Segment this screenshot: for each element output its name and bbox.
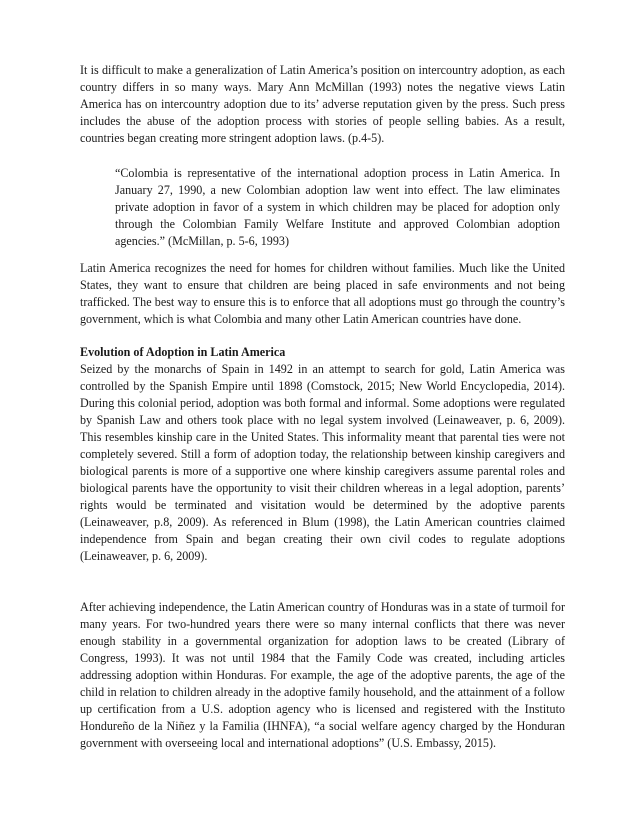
latin-america-paragraph: Latin America recognizes the need for homes for children without families. Much like the United States, they want to ensure that children are being placed in safe environments and not being trafficked. The best way to ensure this is to enforce that all adoptions must go through the country’s government, which is what Colombia and many other Latin American countries have done. [80,261,565,326]
section-heading: Evolution of Adoption in Latin America [80,345,286,359]
evolution-paragraph: Seized by the monarchs of Spain in 1492 in an attempt to search for gold, Latin America was controlled by the Spanish Empire until 1898 (Comstock, 2015; New World Encyclopedia, 2014). During this colonial period, adoption was both formal and informal. Some adoptions were regulated by Spanish Law and others took place with no legal system involved (Leinaweaver, p. 6, 2009). This resembles kinship care in the United States. This informality meant that parental ties were not completely severed. Still a form of adoption today, the relationship between kinship caregivers and biological parents is more of a supportive one where kinship caregivers assume parental roles and biological parents have the opportunity to visit their children whereas in a legal adoption, parents’ rights would be terminated and visitation would be determined by the adoptive parents (Leinaweaver, p.8, 2009). As referenced in Blum (1998), the Latin American countries claimed independence from Spain and began creating their own civil codes to regulate adoptions (Leinaweaver, p. 6, 2009). [80,362,565,563]
block-quote: “Colombia is representative of the international adoption process in Latin America. In January 27, 1990, a new Colombian adoption law went into effect. The law eliminates private adoption in favor of a system in which children may be placed for adoption only through the Colombian Family Welfare Institute and approved Colombian adoption agencies.” (McMillan, p. 5-6, 1993) [115,166,560,248]
intro-paragraph: It is difficult to make a generalization of Latin America’s position on intercountry adoption, as each country differs in so many ways. Mary Ann McMillan (1993) notes the negative views Latin America has on intercountry adoption due to its’ adverse reputation given by the press. Such press includes the abuse of the adoption process with stories of people selling babies. As a result, countries began creating more stringent adoption laws. (p.4-5). [80,63,565,145]
honduras-paragraph: After achieving independence, the Latin American country of Honduras was in a state of turmoil for many years. For two-hundred years there were so many internal conflicts that there was never enough stability in a governmental organization for adoption laws to be created (Library of Congress, 1993). It was not until 1984 that the Family Code was created, including articles addressing adoption within Honduras. For example, the age of the adoptive parents, the age of the child in relation to children already in the adoptive family household, and the attainment of a follow up certification from a U.S. adoption agency who is licensed and registered with the Instituto Hondureño de la Niñez y la Familia (IHNFA), “a social welfare agency charged by the Honduran government with overseeing local and international adoptions” (U.S. Embassy, 2015). [80,600,565,750]
